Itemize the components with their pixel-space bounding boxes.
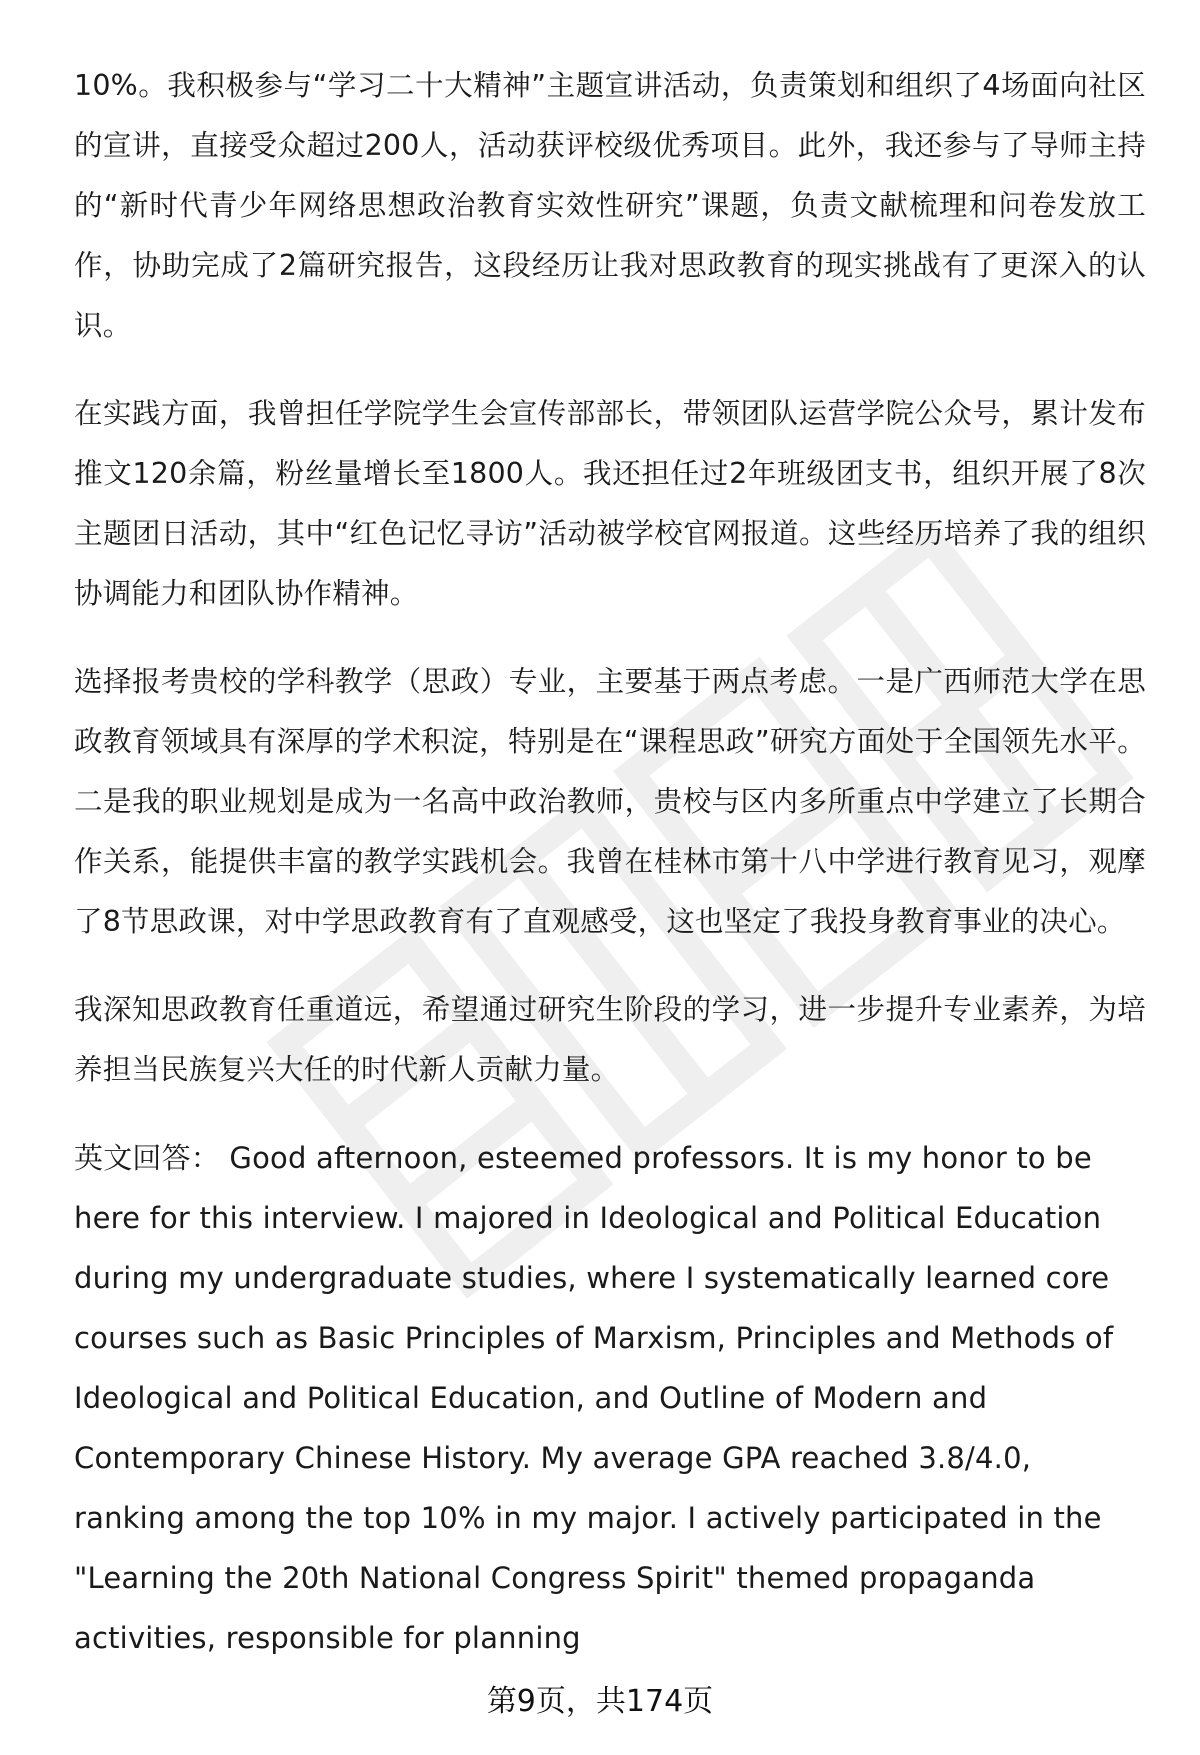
paragraph-2: 在实践方面，我曾担任学院学生会宣传部部长，带领团队运营学院公众号，累计发布推文120余篇，粉丝量增长至1800人。我还担任过2年班级团支书，组织开展了8次主题团日活动，其中“红色记忆寻访”活动被学校官网报道。这些经历培养了我的组织协调能力和团队协作精神。	[74, 397, 1146, 610]
paragraph-4: 我深知思政教育任重道远，希望通过研究生阶段的学习，进一步提升专业素养，为培养担当民族复兴大任的时代新人贡献力量。	[74, 993, 1146, 1086]
document-body	[74, 56, 1146, 1696]
paragraph-3: 选择报考贵校的学科教学（思政）专业，主要基于两点考虑。一是广西师范大学在思政教育领域具有深厚的学术积淀，特别是在“课程思政”研究方面处于全国领先水平。二是我的职业规划是成为一名高中政治教师，贵校与区内多所重点中学建立了长期合作关系，能提供丰富的教学实践机会。我曾在桂林市第十八中学进行教育见习，观摩了8节思政课，对中学思政教育有了直观感受，这也坚定了我投身教育事业的决心。	[74, 665, 1146, 938]
paragraph-1: 10%。我积极参与“学习二十大精神”主题宣讲活动，负责策划和组织了4场面向社区的宣讲，直接受众超过200人，活动获评校级优秀项目。此外，我还参与了导师主持的“新时代青少年网络思想政治教育实效性研究”课题，负责文献梳理和问卷发放工作，协助完成了2篇研究报告，这段经历让我对思政教育的现实挑战有了更深入的认识。	[74, 69, 1146, 342]
page-number-footer: 第9页，共174页	[486, 1684, 714, 1719]
paragraph-english-answer: 英文回答： Good afternoon, esteemed professors. It is my honor to be here for this interview. I majored in Ideological and Political Education during my undergraduate studies, where I systematically learned core courses such as Basic Principles of Marxism, Principles and Methods of Ideological and Political Education, and Outline of Modern and Contemporary Chinese History. My average GPA reached 3.8/4.0, ranking among the top 10% in my major. I actively participated in the "Learning the 20th National Congress Spirit" themed propaganda activities, responsible for planning	[74, 1141, 1114, 1655]
